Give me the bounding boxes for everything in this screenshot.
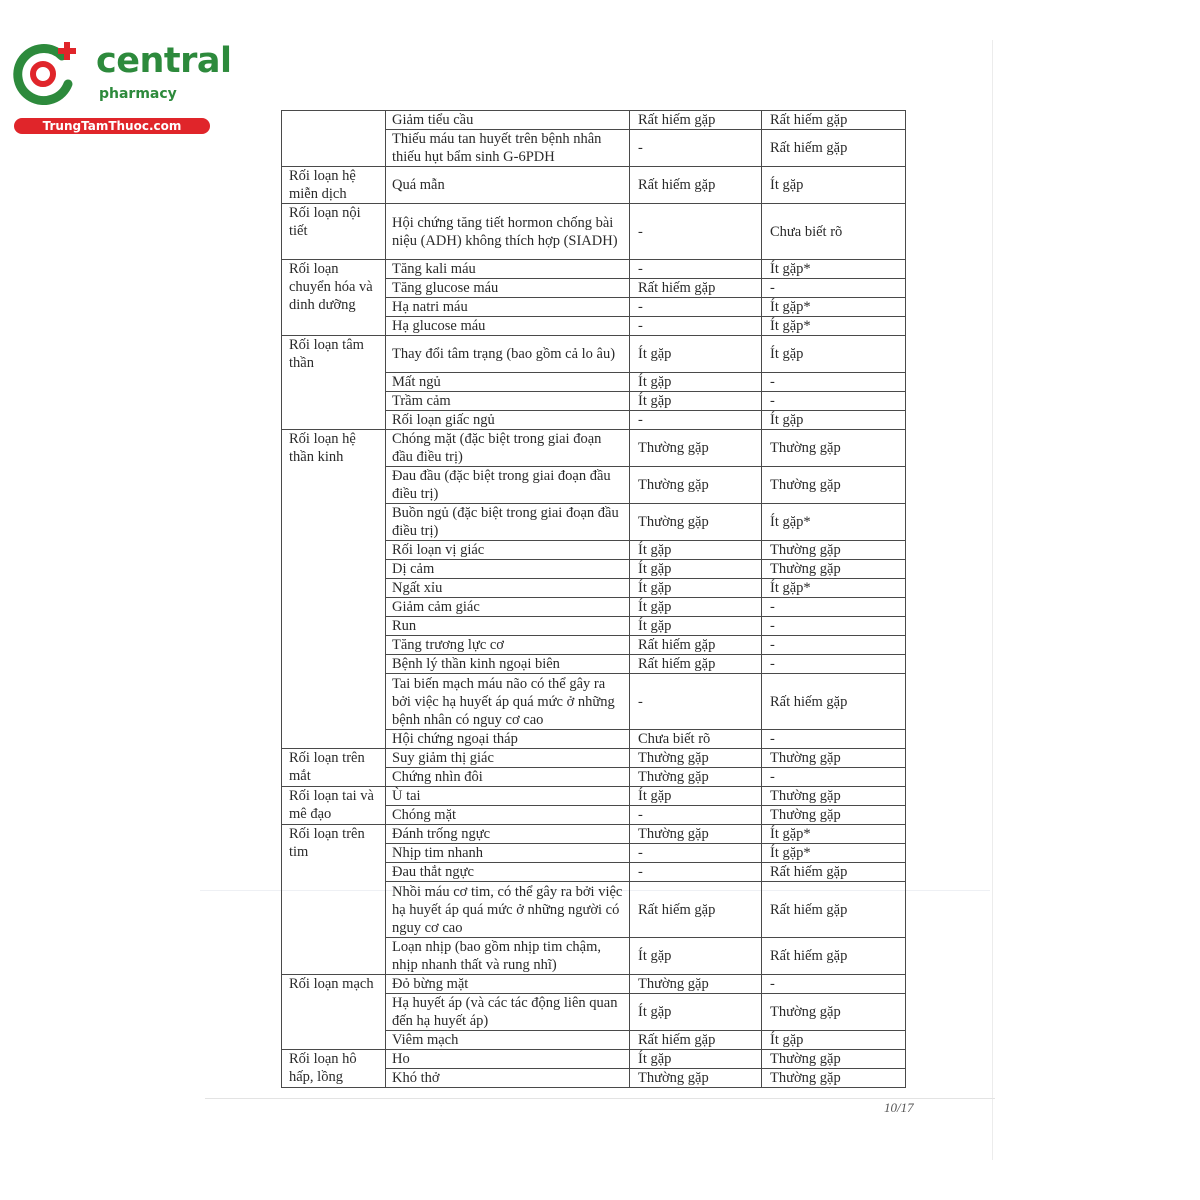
frequency-cell-2: Rất hiếm gặp	[762, 674, 906, 730]
frequency-cell-1: Thường gặp	[630, 504, 762, 541]
organ-class-cell: Rối loạn hệ thần kinh	[282, 430, 386, 749]
effect-cell: Hạ huyết áp (và các tác động liên quan đến hạ huyết áp)	[386, 994, 630, 1031]
frequency-cell-2: Ít gặp*	[762, 504, 906, 541]
adverse-reactions-body	[282, 111, 906, 1088]
frequency-cell-1: Thường gặp	[630, 768, 762, 787]
frequency-cell-2: Ít gặp*	[762, 579, 906, 598]
frequency-cell-1: Chưa biết rõ	[630, 730, 762, 749]
effect-cell: Rối loạn giấc ngủ	[386, 411, 630, 430]
frequency-cell-1: -	[630, 411, 762, 430]
effect-cell: Viêm mạch	[386, 1031, 630, 1050]
effect-cell: Thay đổi tâm trạng (bao gồm cả lo âu)	[386, 336, 630, 373]
frequency-cell-1: Thường gặp	[630, 825, 762, 844]
frequency-cell-2: Rất hiếm gặp	[762, 130, 906, 167]
logo-name: central	[96, 41, 232, 81]
frequency-cell-1: Thường gặp	[630, 749, 762, 768]
organ-class-cell: Rối loạn nội tiết	[282, 204, 386, 260]
effect-cell: Bệnh lý thần kinh ngoại biên	[386, 655, 630, 674]
effect-cell: Tăng kali máu	[386, 260, 630, 279]
frequency-cell-1: Ít gặp	[630, 1050, 762, 1069]
organ-class-cell: Rối loạn mạch	[282, 975, 386, 1050]
effect-cell: Hội chứng ngoại tháp	[386, 730, 630, 749]
scan-edge	[992, 40, 993, 1160]
organ-class-cell: Rối loạn hệ miễn dịch	[282, 167, 386, 204]
frequency-cell-2: Thường gặp	[762, 749, 906, 768]
effect-cell: Chóng mặt (đặc biệt trong giai đoạn đầu điều trị)	[386, 430, 630, 467]
effect-cell: Tăng glucose máu	[386, 279, 630, 298]
table-row	[282, 1050, 906, 1069]
effect-cell: Hạ glucose máu	[386, 317, 630, 336]
table-row	[282, 430, 906, 467]
frequency-cell-2: Ít gặp*	[762, 260, 906, 279]
table-row	[282, 167, 906, 204]
frequency-cell-2: Rất hiếm gặp	[762, 111, 906, 130]
effect-cell: Tăng trương lực cơ	[386, 636, 630, 655]
effect-cell: Run	[386, 617, 630, 636]
frequency-cell-1: Ít gặp	[630, 560, 762, 579]
frequency-cell-2: Thường gặp	[762, 806, 906, 825]
frequency-cell-1: Rất hiếm gặp	[630, 279, 762, 298]
frequency-cell-1: Ít gặp	[630, 598, 762, 617]
effect-cell: Rối loạn vị giác	[386, 541, 630, 560]
effect-cell: Đau thắt ngực	[386, 863, 630, 882]
frequency-cell-2: Ít gặp*	[762, 298, 906, 317]
frequency-cell-2: Ít gặp	[762, 1031, 906, 1050]
organ-class-cell: Rối loạn chuyển hóa và dinh dưỡng	[282, 260, 386, 336]
logo-subtitle: pharmacy	[99, 86, 177, 102]
frequency-cell-1: Ít gặp	[630, 336, 762, 373]
frequency-cell-1: Thường gặp	[630, 430, 762, 467]
frequency-cell-1: Thường gặp	[630, 975, 762, 994]
frequency-cell-1: Rất hiếm gặp	[630, 1031, 762, 1050]
effect-cell: Ù tai	[386, 787, 630, 806]
page-divider	[205, 1098, 995, 1099]
frequency-cell-1: -	[630, 298, 762, 317]
frequency-cell-1: Rất hiếm gặp	[630, 167, 762, 204]
effect-cell: Hạ natri máu	[386, 298, 630, 317]
effect-cell: Tai biến mạch máu não có thể gây ra bởi việc hạ huyết áp quá mức ở những bệnh nhân có nguy cơ cao	[386, 674, 630, 730]
frequency-cell-2: -	[762, 617, 906, 636]
effect-cell: Khó thở	[386, 1069, 630, 1088]
frequency-cell-2: Ít gặp	[762, 167, 906, 204]
frequency-cell-1: Ít gặp	[630, 579, 762, 598]
effect-cell: Giảm cảm giác	[386, 598, 630, 617]
table-row	[282, 204, 906, 260]
frequency-cell-2: Thường gặp	[762, 541, 906, 560]
table-row	[282, 336, 906, 373]
effect-cell: Đánh trống ngực	[386, 825, 630, 844]
frequency-cell-1: Thường gặp	[630, 1069, 762, 1088]
effect-cell: Dị cảm	[386, 560, 630, 579]
frequency-cell-1: Thường gặp	[630, 467, 762, 504]
frequency-cell-1: Ít gặp	[630, 787, 762, 806]
frequency-cell-1: Ít gặp	[630, 994, 762, 1031]
frequency-cell-2: Thường gặp	[762, 430, 906, 467]
effect-cell: Ngất xỉu	[386, 579, 630, 598]
page-number: 10/17	[884, 1100, 914, 1115]
frequency-cell-2: -	[762, 598, 906, 617]
effect-cell: Loạn nhịp (bao gồm nhịp tim chậm, nhịp nhanh thất và rung nhĩ)	[386, 938, 630, 975]
frequency-cell-1: -	[630, 204, 762, 260]
effect-cell: Chóng mặt	[386, 806, 630, 825]
organ-class-cell: Rối loạn trên mắt	[282, 749, 386, 787]
frequency-cell-2: -	[762, 279, 906, 298]
frequency-cell-2: Ít gặp	[762, 411, 906, 430]
frequency-cell-2: -	[762, 975, 906, 994]
effect-cell: Mất ngủ	[386, 373, 630, 392]
organ-class-cell: Rối loạn hô hấp, lồng	[282, 1050, 386, 1088]
frequency-cell-2: Thường gặp	[762, 994, 906, 1031]
adverse-reactions-table	[281, 110, 906, 1088]
frequency-cell-2: Rất hiếm gặp	[762, 938, 906, 975]
frequency-cell-1: -	[630, 260, 762, 279]
effect-cell: Quá mẫn	[386, 167, 630, 204]
effect-cell: Suy giảm thị giác	[386, 749, 630, 768]
frequency-cell-1: -	[630, 130, 762, 167]
table-row	[282, 749, 906, 768]
effect-cell: Nhồi máu cơ tim, có thể gây ra bởi việc hạ huyết áp quá mức ở những người có nguy cơ cao	[386, 882, 630, 938]
frequency-cell-2: Ít gặp*	[762, 844, 906, 863]
effect-cell: Chứng nhìn đôi	[386, 768, 630, 787]
table-row	[282, 111, 906, 130]
frequency-cell-2: Chưa biết rõ	[762, 204, 906, 260]
frequency-cell-2: -	[762, 636, 906, 655]
frequency-cell-1: Ít gặp	[630, 617, 762, 636]
effect-cell: Nhịp tim nhanh	[386, 844, 630, 863]
frequency-cell-1: Ít gặp	[630, 373, 762, 392]
frequency-cell-1: Ít gặp	[630, 541, 762, 560]
frequency-cell-2: Ít gặp*	[762, 825, 906, 844]
frequency-cell-2: -	[762, 768, 906, 787]
effect-cell: Thiếu máu tan huyết trên bệnh nhân thiếu hụt bẩm sinh G-6PDH	[386, 130, 630, 167]
table-row	[282, 825, 906, 844]
frequency-cell-2: -	[762, 655, 906, 674]
frequency-cell-2: -	[762, 373, 906, 392]
frequency-cell-1: -	[630, 844, 762, 863]
brand-logo	[10, 38, 232, 138]
frequency-cell-1: Rất hiếm gặp	[630, 655, 762, 674]
organ-class-cell	[282, 111, 386, 167]
frequency-cell-2: Thường gặp	[762, 467, 906, 504]
effect-cell: Hội chứng tăng tiết hormon chống bài niệu (ADH) không thích hợp (SIADH)	[386, 204, 630, 260]
table-row	[282, 787, 906, 806]
effect-cell: Buồn ngủ (đặc biệt trong giai đoạn đầu điều trị)	[386, 504, 630, 541]
frequency-cell-2: Ít gặp*	[762, 317, 906, 336]
organ-class-cell: Rối loạn tâm thần	[282, 336, 386, 430]
frequency-cell-2: Thường gặp	[762, 1050, 906, 1069]
organ-class-cell: Rối loạn trên tim	[282, 825, 386, 975]
frequency-cell-1: Rất hiếm gặp	[630, 111, 762, 130]
effect-cell: Đỏ bừng mặt	[386, 975, 630, 994]
frequency-cell-2: Ít gặp	[762, 336, 906, 373]
frequency-cell-1: -	[630, 317, 762, 336]
frequency-cell-1: Rất hiếm gặp	[630, 882, 762, 938]
logo-site-banner[interactable]: TrungTamThuoc.com	[14, 118, 210, 134]
frequency-cell-1: -	[630, 806, 762, 825]
central-pharmacy-logo-icon	[10, 38, 82, 110]
frequency-cell-1: -	[630, 863, 762, 882]
table-row	[282, 975, 906, 994]
frequency-cell-1: Ít gặp	[630, 392, 762, 411]
frequency-cell-1: -	[630, 674, 762, 730]
table-row	[282, 260, 906, 279]
frequency-cell-2: Thường gặp	[762, 1069, 906, 1088]
frequency-cell-2: Rất hiếm gặp	[762, 863, 906, 882]
frequency-cell-2: Rất hiếm gặp	[762, 882, 906, 938]
effect-cell: Ho	[386, 1050, 630, 1069]
frequency-cell-2: Thường gặp	[762, 560, 906, 579]
organ-class-cell: Rối loạn tai và mê đạo	[282, 787, 386, 825]
effect-cell: Giảm tiểu cầu	[386, 111, 630, 130]
frequency-cell-1: Rất hiếm gặp	[630, 636, 762, 655]
effect-cell: Trầm cảm	[386, 392, 630, 411]
frequency-cell-2: -	[762, 392, 906, 411]
frequency-cell-2: -	[762, 730, 906, 749]
frequency-cell-2: Thường gặp	[762, 787, 906, 806]
frequency-cell-1: Ít gặp	[630, 938, 762, 975]
effect-cell: Đau đầu (đặc biệt trong giai đoạn đầu điều trị)	[386, 467, 630, 504]
